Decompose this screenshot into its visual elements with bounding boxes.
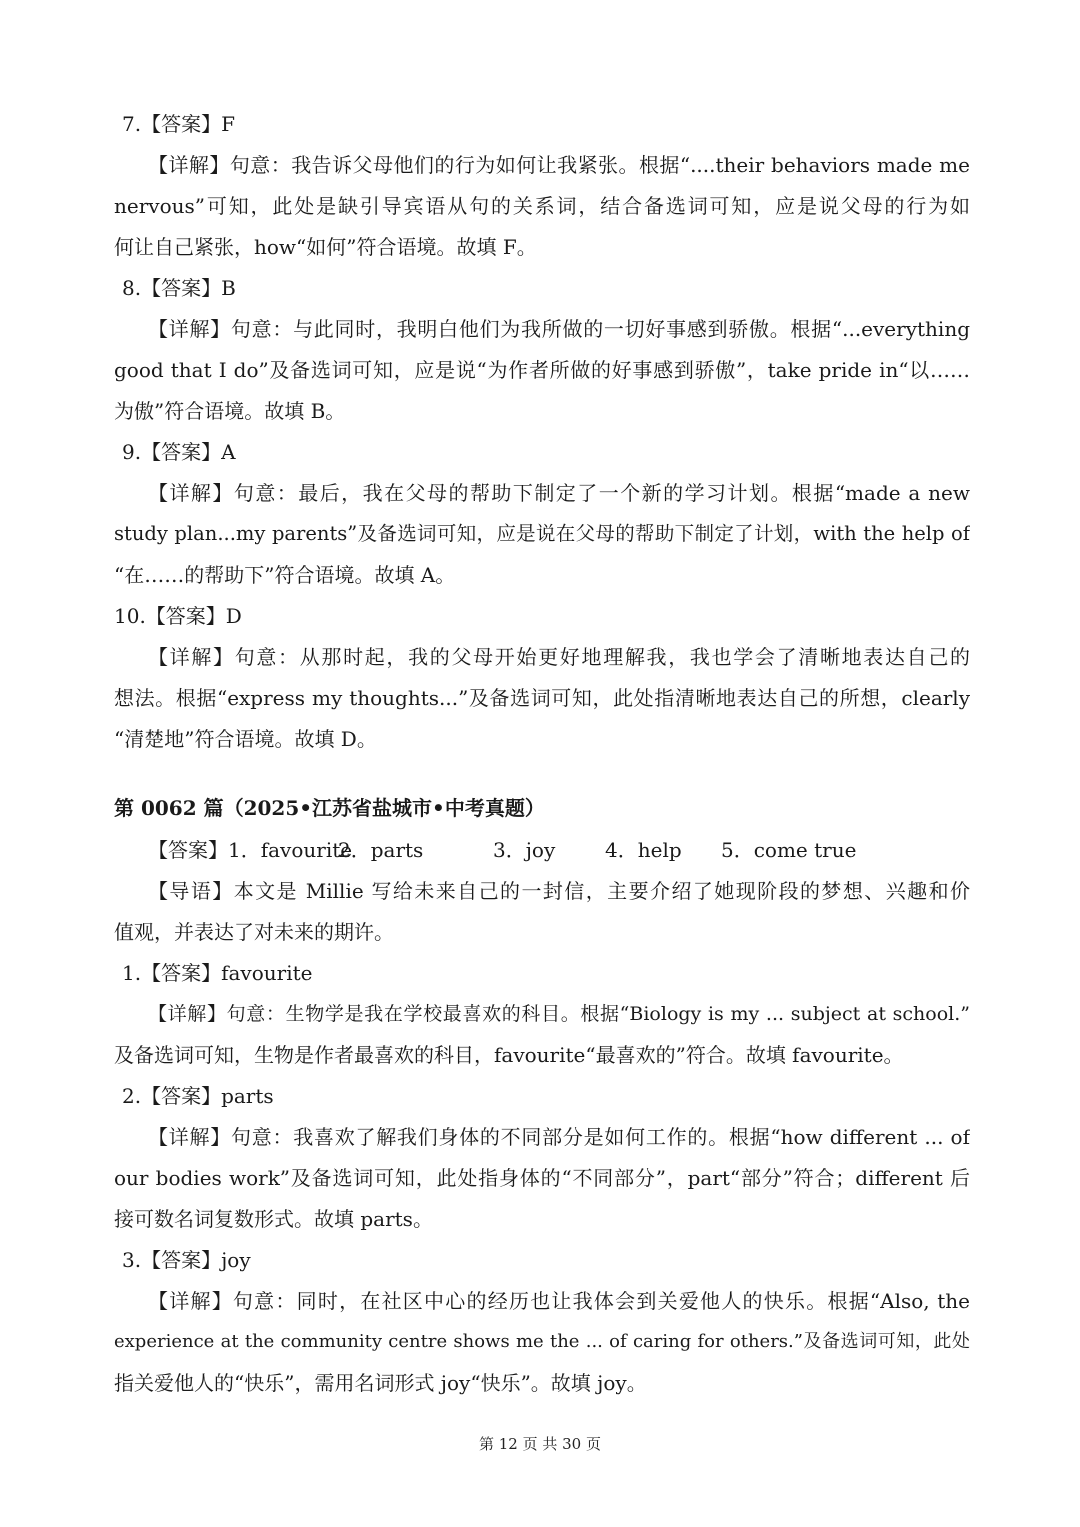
q3-answer: 3.【答案】joy — [122, 1248, 251, 1272]
q3-detail-line-3: 指关爱他人的“快乐”，需用名词形式 joy“快乐”。故填 joy。 — [114, 1371, 647, 1395]
q3-detail-line-2: experience at the community centre shows me the ... of caring for others.”及备选词可知，此处 — [114, 1331, 970, 1352]
answer-8: 8.【答案】B — [122, 276, 236, 300]
detail-10-line-2: 想法。根据“express my thoughts...”及备选词可知，此处指清晰地表达自己的所想，clearly — [114, 686, 970, 710]
q1-answer: 1.【答案】favourite — [122, 961, 313, 985]
q2-answer: 2.【答案】parts — [122, 1084, 274, 1108]
q2-detail-line-3: 接可数名词复数形式。故填 parts。 — [114, 1207, 433, 1231]
detail-8-line-2: good that I do”及备选词可知，应是说“为作者所做的好事感到骄傲”，take pride in“以…… — [114, 358, 970, 382]
intro-line-2: 值观，并表达了对未来的期许。 — [114, 920, 394, 944]
q3-detail-line-1: 【详解】句意：同时，在社区中心的经历也让我体会到关爱他人的快乐。根据“Also, the — [148, 1289, 970, 1313]
intro-line-1: 【导语】本文是 Millie 写给未来自己的一封信，主要介绍了她现阶段的梦想、兴趣和价 — [148, 879, 970, 903]
q2-detail-line-2: our bodies work”及备选词可知，此处指身体的“不同部分”，part“部分”符合；different 后 — [114, 1166, 970, 1190]
detail-9-line-3: “在……的帮助下”符合语境。故填 A。 — [114, 563, 456, 587]
detail-7-line-3: 何让自己紧张，how“如何”符合语境。故填 F。 — [114, 235, 537, 259]
answers-label: 【答案】 — [148, 838, 228, 862]
answer-summary-4: 4．help — [605, 838, 682, 862]
answer-7: 7.【答案】F — [122, 112, 235, 136]
detail-8-line-1: 【详解】句意：与此同时，我明白他们为我所做的一切好事感到骄傲。根据“...everything — [148, 317, 970, 341]
answer-10: 10.【答案】D — [114, 604, 242, 628]
detail-10-line-3: “清楚地”符合语境。故填 D。 — [114, 727, 377, 751]
detail-8-line-3: 为傲”符合语境。故填 B。 — [114, 399, 346, 423]
answer-9: 9.【答案】A — [122, 440, 236, 464]
answer-summary-1: 1．favourite — [228, 838, 353, 862]
q2-detail-line-1: 【详解】句意：我喜欢了解我们身体的不同部分是如何工作的。根据“how different ... of — [148, 1125, 970, 1149]
section-heading: 第 0062 篇（2025•江苏省盐城市•中考真题） — [114, 796, 545, 820]
detail-9-line-1: 【详解】句意：最后，我在父母的帮助下制定了一个新的学习计划。根据“made a new — [148, 481, 970, 505]
detail-7-line-2: nervous”可知，此处是缺引导宾语从句的关系词，结合备选词可知，应是说父母的行为如 — [114, 194, 970, 218]
detail-9-line-2: study plan...my parents”及备选词可知，应是说在父母的帮助下制定了计划，with the help of — [114, 522, 970, 545]
q1-detail-line-2: 及备选词可知，生物是作者最喜欢的科目，favourite“最喜欢的”符合。故填 favourite。 — [114, 1043, 904, 1067]
detail-10-line-1: 【详解】句意：从那时起，我的父母开始更好地理解我，我也学会了清晰地表达自己的 — [148, 645, 970, 669]
q1-detail-line-1: 【详解】句意：生物学是我在学校最喜欢的科目。根据“Biology is my ... subject at school.” — [148, 1003, 970, 1025]
answer-summary-2: 2．parts — [338, 838, 424, 862]
answers-summary — [148, 836, 970, 864]
answer-summary-3: 3．joy — [493, 838, 556, 862]
detail-7-line-1: 【详解】句意：我告诉父母他们的行为如何让我紧张。根据“....their behaviors made me — [148, 153, 970, 177]
answer-summary-5: 5．come true — [721, 838, 857, 862]
page-footer: 第 12 页 共 30 页 — [478, 1435, 601, 1453]
